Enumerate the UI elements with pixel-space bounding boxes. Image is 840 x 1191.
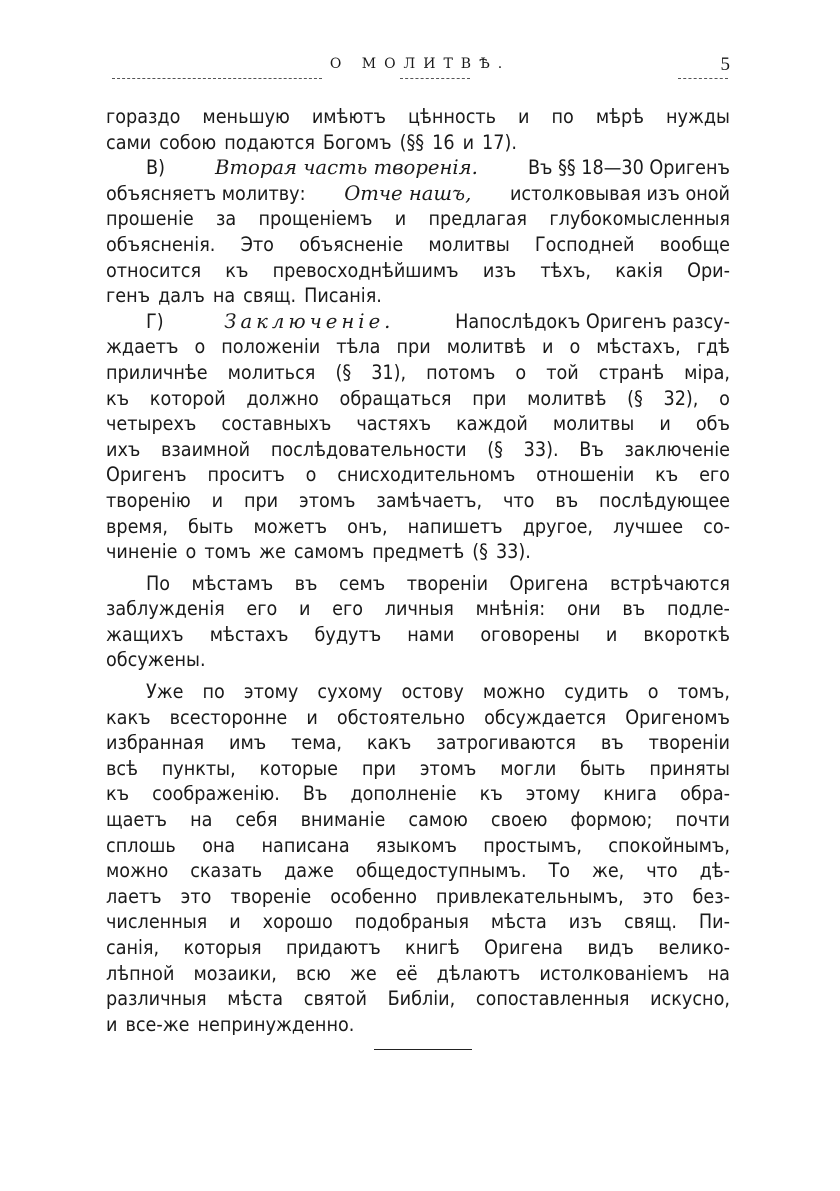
text-line xyxy=(106,571,730,597)
text-line xyxy=(106,130,730,156)
word: и xyxy=(306,705,318,729)
word: подаются xyxy=(224,130,315,154)
section-heading-line xyxy=(106,155,730,181)
word: въ xyxy=(600,731,624,755)
word: при xyxy=(396,335,431,359)
word: къ xyxy=(106,386,130,410)
word: нами xyxy=(407,622,455,646)
word: за xyxy=(216,207,237,231)
word: и xyxy=(462,130,475,154)
word: глубокомысленныя xyxy=(549,207,730,231)
word: мозаики, xyxy=(193,961,277,985)
word: личныя xyxy=(384,597,454,621)
word: его xyxy=(332,597,364,621)
word: о xyxy=(719,386,730,410)
word: нужды xyxy=(666,105,730,128)
word: объясненіе xyxy=(299,232,404,256)
word: собою xyxy=(159,130,217,154)
header-rule-right xyxy=(678,78,728,79)
word: какія xyxy=(615,258,663,282)
word: без- xyxy=(692,884,730,908)
section-letter: В) xyxy=(146,156,165,180)
word: (§ xyxy=(335,360,352,384)
text-line xyxy=(106,360,730,386)
word: о xyxy=(305,463,317,487)
word: истолкованіемъ xyxy=(539,961,689,985)
word: судить xyxy=(564,680,629,704)
word: прощеніемъ xyxy=(258,207,373,231)
word: о xyxy=(647,680,659,704)
text-line xyxy=(106,858,730,884)
word: самою xyxy=(408,808,468,832)
word: время, xyxy=(106,514,168,538)
word: пункты, xyxy=(161,756,236,780)
word: молитвы xyxy=(428,232,510,256)
word: формою; xyxy=(570,808,653,832)
word: вообще xyxy=(659,232,730,256)
word: имѣютъ xyxy=(311,105,387,128)
word: при xyxy=(361,756,397,780)
text-line xyxy=(106,622,730,648)
word: избранная xyxy=(106,731,205,755)
word: они xyxy=(566,597,601,621)
word: относится xyxy=(106,258,202,282)
word: при xyxy=(472,386,507,410)
word: санія, xyxy=(106,936,160,959)
word: генъ xyxy=(106,284,151,308)
word: спокойнымъ, xyxy=(608,833,730,857)
word: странѣ xyxy=(598,360,665,384)
word: при xyxy=(243,488,279,512)
word: непринужденно. xyxy=(197,1012,355,1036)
word: обра- xyxy=(679,782,730,806)
word: 16 xyxy=(432,130,455,154)
text-line xyxy=(106,104,730,130)
word: гдѣ xyxy=(696,335,730,359)
word: составныхъ xyxy=(221,412,332,436)
word: оговорены xyxy=(480,622,580,646)
word: почти xyxy=(675,808,730,832)
word: этомъ xyxy=(419,756,477,780)
word: вниманіе xyxy=(300,808,386,832)
text-line xyxy=(106,437,730,463)
word: твореніи xyxy=(406,571,489,595)
heading-line-rest: Напослѣдокъ Оригенъ разсу- xyxy=(455,309,730,333)
text-line xyxy=(106,283,730,309)
word: и xyxy=(518,105,530,128)
word: лѣпной xyxy=(106,961,175,985)
word: творенію xyxy=(106,488,191,512)
word: въ xyxy=(555,488,579,512)
word: Уже xyxy=(146,680,184,704)
word: томъ xyxy=(204,540,252,564)
word: сухому xyxy=(317,680,383,704)
text-line xyxy=(106,781,730,807)
word: о xyxy=(185,540,197,564)
word: свящ. xyxy=(624,910,677,934)
word: твореніи xyxy=(648,731,730,755)
word: по xyxy=(202,680,225,704)
word: томъ, xyxy=(677,680,730,704)
word: и xyxy=(605,622,618,646)
word: молиться xyxy=(227,360,316,384)
word: велико- xyxy=(658,936,730,959)
word: искусно, xyxy=(650,987,730,1011)
word: видъ xyxy=(587,936,634,959)
word: къ xyxy=(479,782,503,806)
text-line xyxy=(106,756,730,782)
word: можно xyxy=(482,680,546,704)
word: дѣлаютъ xyxy=(436,961,521,985)
word: дополненіе xyxy=(350,782,457,806)
word: Библіи, xyxy=(387,987,456,1011)
word: превосходнѣйшимъ xyxy=(272,258,459,282)
word: его xyxy=(699,463,730,487)
word: молитвы xyxy=(552,412,635,436)
word: ихъ xyxy=(106,437,141,461)
word: каждой xyxy=(456,412,528,436)
word: мѣстамъ xyxy=(191,571,274,595)
word: будутъ xyxy=(314,622,382,646)
word: Ори- xyxy=(687,258,730,282)
word: предметѣ xyxy=(372,540,465,564)
word: особенно xyxy=(330,884,418,908)
word: все-же xyxy=(125,1012,190,1036)
word: Оригеномъ xyxy=(625,705,730,729)
text-line xyxy=(106,539,730,565)
text-line xyxy=(106,909,730,935)
word: этому xyxy=(525,782,581,806)
word: Писанія. xyxy=(304,284,382,308)
word: щаетъ xyxy=(106,808,167,832)
word: остову xyxy=(401,680,464,704)
word: приличнѣе xyxy=(106,360,208,384)
word: и xyxy=(229,910,241,934)
word: она xyxy=(202,833,236,857)
word: чиненіе xyxy=(106,540,178,564)
word: объясненія. xyxy=(106,232,216,256)
word: и xyxy=(542,335,554,359)
word: въ xyxy=(294,571,318,595)
word: соображенію. xyxy=(152,782,280,806)
word: лучшее xyxy=(613,514,684,538)
word: же xyxy=(259,540,286,564)
word: книгѣ xyxy=(405,936,460,959)
word: онъ, xyxy=(347,514,388,538)
word: книга xyxy=(603,782,657,806)
word: тѣхъ, xyxy=(540,258,591,282)
word: меньшую xyxy=(202,105,290,128)
section-heading-line xyxy=(106,309,730,335)
word: должно xyxy=(246,386,319,410)
word: молитвѣ xyxy=(446,335,526,359)
word: со- xyxy=(703,514,730,538)
running-title: О МОЛИТВѢ. xyxy=(329,56,511,72)
word: какъ xyxy=(106,705,151,729)
word: жащихъ xyxy=(106,622,184,646)
word: Пи- xyxy=(698,910,730,934)
word: на xyxy=(212,284,236,308)
word: Въ xyxy=(579,437,604,461)
word: То xyxy=(548,859,571,883)
closing-rule xyxy=(374,1049,472,1050)
header-rule-middle xyxy=(400,78,470,79)
word: обращаться xyxy=(339,386,452,410)
word: міра, xyxy=(684,360,730,384)
word: которые xyxy=(259,756,338,780)
word: которой xyxy=(149,386,226,410)
word: въ xyxy=(622,597,646,621)
text-line xyxy=(106,935,730,961)
word: мѣстахъ xyxy=(209,622,289,646)
page-number: 5 xyxy=(720,54,730,75)
text-line xyxy=(106,647,730,673)
text-line xyxy=(106,679,730,705)
word: различныя xyxy=(106,987,207,1011)
prayer-title: Отче нашъ, xyxy=(344,181,472,205)
word: лаетъ xyxy=(106,884,162,908)
word: другое, xyxy=(522,514,594,538)
word: её xyxy=(395,961,418,985)
word: сопоставленныя xyxy=(475,987,630,1011)
word: хорошо xyxy=(262,910,333,934)
text-line xyxy=(106,961,730,987)
word: всѣ xyxy=(106,756,138,780)
word: подле- xyxy=(666,597,730,621)
word: быть xyxy=(188,514,234,538)
word: святой xyxy=(303,987,367,1011)
word: отношеніи xyxy=(536,463,635,487)
word: заблужденія xyxy=(106,597,225,621)
word: напишетъ xyxy=(407,514,503,538)
word: Богомъ xyxy=(322,130,392,154)
word: этомъ xyxy=(299,488,356,512)
text-line xyxy=(106,386,730,412)
word: и xyxy=(106,1012,118,1036)
body-text xyxy=(106,104,730,1037)
word: (§ xyxy=(472,540,488,564)
word: встрѣчаются xyxy=(609,571,730,595)
text-line xyxy=(106,807,730,833)
word: прошеніе xyxy=(106,207,194,231)
word: (§ xyxy=(627,386,643,410)
word: что xyxy=(502,488,535,512)
word: твореніе xyxy=(230,884,312,908)
text-line xyxy=(106,232,730,258)
word: взаимной xyxy=(161,437,251,461)
text-line xyxy=(106,334,730,360)
word: семъ xyxy=(338,571,386,595)
word: снисходительномъ xyxy=(337,463,516,487)
word: къ xyxy=(225,258,249,282)
word: послѣдующее xyxy=(599,488,730,512)
word: быть xyxy=(580,756,626,780)
word: сказать xyxy=(190,859,263,883)
text-line xyxy=(106,181,730,207)
word: объ xyxy=(695,412,730,436)
word: молитвѣ xyxy=(527,386,607,410)
word: обсуждается xyxy=(484,705,607,729)
word: заключеніе xyxy=(624,437,730,461)
word: что xyxy=(646,859,678,883)
word: (§ xyxy=(487,437,503,461)
word: четырехъ xyxy=(106,412,197,436)
word: мѣрѣ xyxy=(595,105,644,128)
word: свящ. xyxy=(243,284,297,308)
text-line xyxy=(106,596,730,622)
text-line xyxy=(106,1012,730,1038)
word: тема, xyxy=(291,731,342,755)
text-line xyxy=(106,730,730,756)
word: всесторонне xyxy=(169,705,288,729)
section-title: Заключеніе. xyxy=(224,309,395,333)
word: этому xyxy=(243,680,299,704)
text-fragment: истолковывая изъ оной xyxy=(509,181,730,205)
word: самомъ xyxy=(293,540,365,564)
word: всю xyxy=(296,961,331,985)
word: затрогиваются xyxy=(436,731,576,755)
word: о xyxy=(194,335,206,359)
word: приняты xyxy=(649,756,730,780)
text-line xyxy=(106,705,730,731)
word: частяхъ xyxy=(356,412,432,436)
word: тѣла xyxy=(336,335,381,359)
word: какъ xyxy=(366,731,412,755)
word: и xyxy=(659,412,671,436)
word: мѣста xyxy=(227,987,284,1011)
word: вкороткѣ xyxy=(643,622,730,646)
text-line xyxy=(106,411,730,437)
word: его xyxy=(246,597,278,621)
word: 17). xyxy=(482,130,517,154)
word: о xyxy=(515,360,527,384)
word: Въ xyxy=(302,782,328,806)
word: подобраныя xyxy=(354,910,469,934)
section-title: Вторая часть творенія. xyxy=(215,156,478,180)
word: 31), xyxy=(371,360,407,384)
text-line xyxy=(106,462,730,488)
word: сплошь xyxy=(106,833,176,857)
word: проситъ xyxy=(207,463,285,487)
word: къ xyxy=(655,463,679,487)
text-fragment: объясняетъ молитву: xyxy=(106,181,306,205)
word: предлагая xyxy=(428,207,528,231)
word: 33). xyxy=(523,437,559,461)
word: ждаетъ xyxy=(106,335,179,359)
word: общедоступнымъ. xyxy=(355,859,527,883)
word: о xyxy=(569,335,581,359)
heading-line-rest: Въ §§ 18—30 Оригенъ xyxy=(527,156,730,180)
word: могли xyxy=(500,756,557,780)
word: изъ xyxy=(482,258,517,282)
word: гораздо xyxy=(106,105,181,128)
word: къ xyxy=(106,782,130,806)
word: Оригена xyxy=(484,936,564,959)
word: же xyxy=(350,961,377,985)
word: простымъ, xyxy=(483,833,583,857)
word: замѣчаетъ, xyxy=(376,488,483,512)
word: привлекательнымъ, xyxy=(436,884,624,908)
word: изъ xyxy=(568,910,603,934)
header-rule-left xyxy=(112,78,322,79)
word: Это xyxy=(240,232,274,256)
word: можетъ xyxy=(253,514,328,538)
word: дѣ- xyxy=(699,859,730,883)
word: далъ xyxy=(158,284,205,308)
text-line xyxy=(106,488,730,514)
text-line xyxy=(106,514,730,540)
text-line xyxy=(106,258,730,284)
word: мѣста xyxy=(490,910,547,934)
word: обсужены. xyxy=(106,648,206,672)
text-line xyxy=(106,206,730,232)
word: 32), xyxy=(663,386,699,410)
word: мнѣнія: xyxy=(475,597,546,621)
word: и xyxy=(394,207,407,231)
word: и xyxy=(298,597,311,621)
word: это xyxy=(642,884,674,908)
running-head xyxy=(0,54,840,84)
word: послѣдовательности xyxy=(270,437,467,461)
word: которыя xyxy=(183,936,262,959)
word: По xyxy=(146,571,171,595)
word: той xyxy=(546,360,579,384)
word: даже xyxy=(284,859,334,883)
word: цѣнность xyxy=(408,105,497,128)
word: можно xyxy=(106,859,169,883)
text-line xyxy=(106,986,730,1012)
word: написана xyxy=(261,833,350,857)
word: Господней xyxy=(534,232,635,256)
word: мѣстахъ, xyxy=(596,335,681,359)
word: (§§ xyxy=(399,130,425,154)
word: на xyxy=(190,808,213,832)
word: обстоятельно xyxy=(336,705,465,729)
word: сами xyxy=(106,130,152,154)
text-line xyxy=(106,833,730,859)
word: 33). xyxy=(495,540,531,564)
word: Оригена xyxy=(509,571,589,595)
word: численныя xyxy=(106,910,208,934)
word: и xyxy=(211,488,224,512)
word: положеніи xyxy=(221,335,321,359)
word: Оригенъ xyxy=(106,463,187,487)
word: это xyxy=(180,884,212,908)
word: же, xyxy=(591,859,625,883)
word: на xyxy=(707,961,730,985)
section-letter: Г) xyxy=(146,309,164,333)
word: себя xyxy=(235,808,278,832)
word: имъ xyxy=(229,731,267,755)
word: своею xyxy=(490,808,548,832)
word: по xyxy=(551,105,574,128)
text-line xyxy=(106,884,730,910)
word: потомъ xyxy=(426,360,496,384)
word: языкомъ xyxy=(375,833,457,857)
word: придаютъ xyxy=(285,936,381,959)
